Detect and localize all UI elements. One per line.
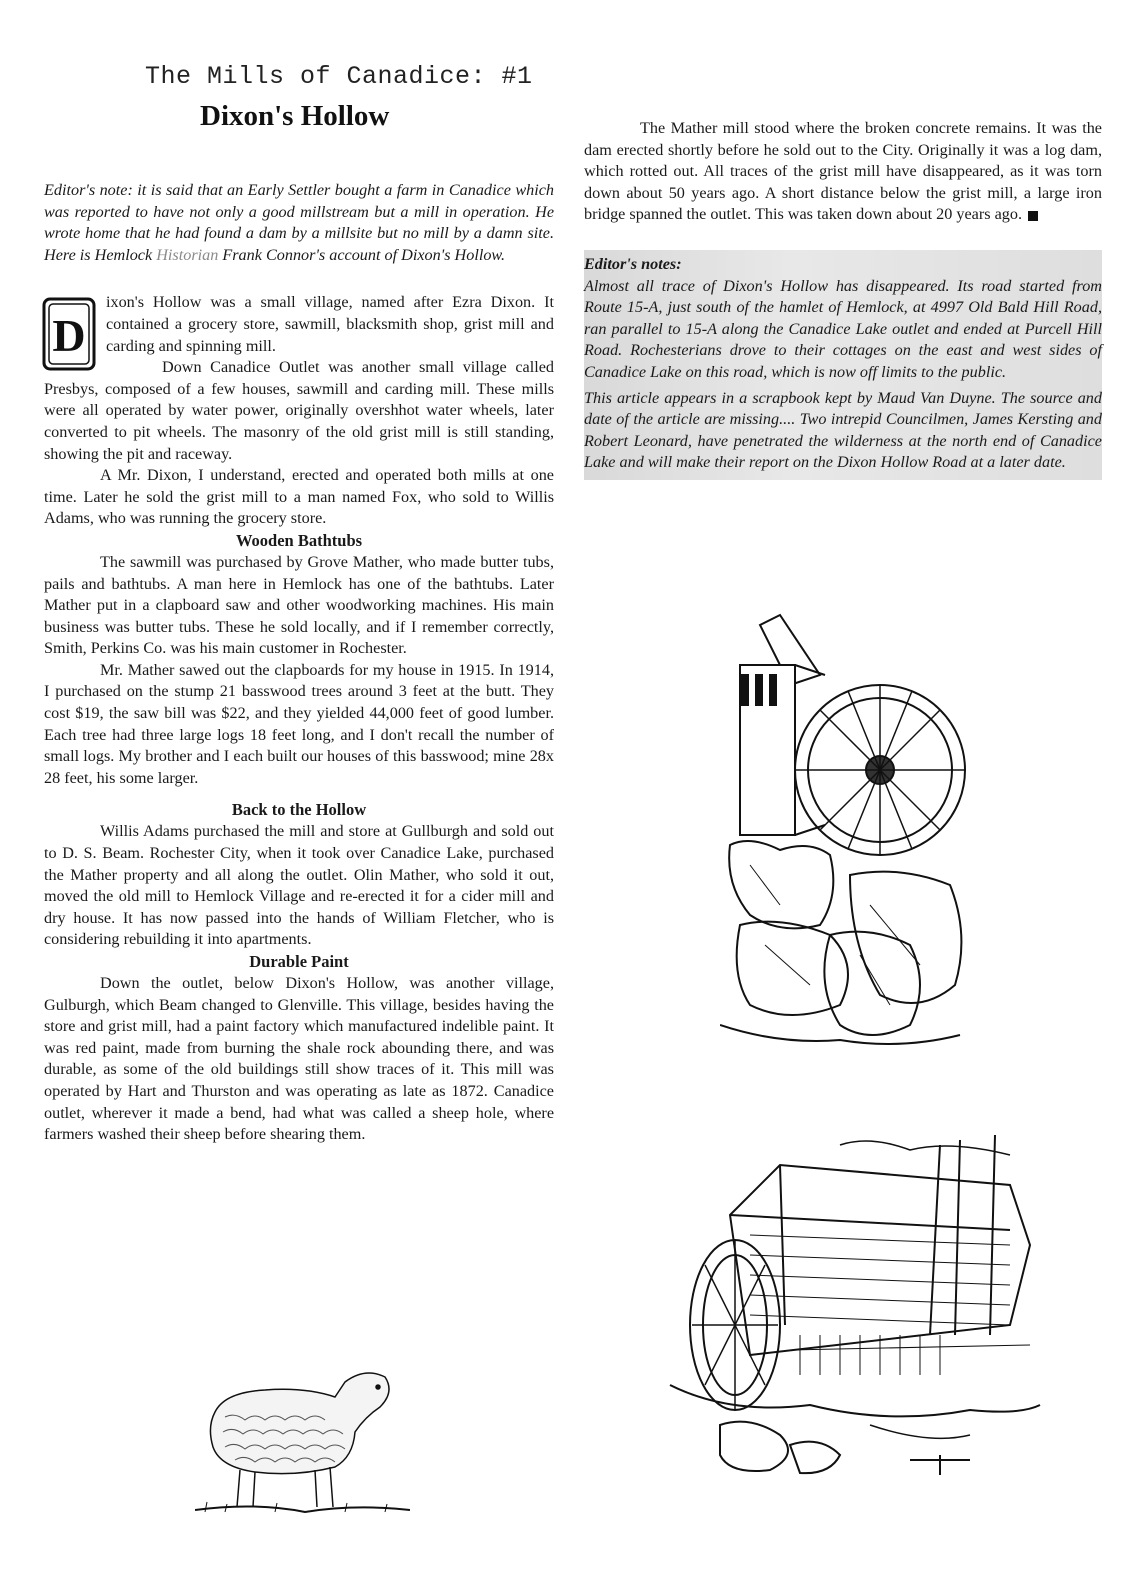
svg-text:D: D bbox=[52, 310, 86, 362]
left-column bbox=[44, 180, 554, 1146]
waterwheel-mill-illustration bbox=[720, 605, 980, 1060]
editors-note-2: This article appears in a scrapbook kept by Maud Van Duyne. The source and date of the article are missing.... Two intrepid Councilmen, James Kersting and Robert Leonard, have penetrated the wilderness at the north end of Canadice Lake and will make their report on the Dixon Hollow Road at a later date. bbox=[584, 388, 1102, 472]
editors-note-1: Almost all trace of Dixon's Hollow has disappeared. Its road started from Route 15-A, just south of the hamlet of Hemlock, at 4997 Old Bald Hill Road, ran parallel to 15-A along the Canadice Lake outlet and ended at Purcell Hill Road. Rochesterians drove to their cottages on the east and west sides of Canadice Lake on this road, which is now off limits to the public. bbox=[584, 276, 1102, 381]
editor-note-text-a: Editor's note: it is said that an Early Settler bought a farm in Canadice which was reported to have not only a good millstream but a mill in operation. He wrote home that he had found a dam by a millsite but no mill by a damn site. Here is Hemlock bbox=[44, 181, 554, 264]
series-title: The Mills of Canadice: #1 bbox=[145, 62, 533, 91]
paragraph-7: Down the outlet, below Dixon's Hollow, was another village, Gulburgh, which Beam changed to Glenville. This village, besides having the store and grist mill, had a paint factory which manufactured indelible paint. It was red paint, made from burning the shale rock abounding there, and was durable, as some of the old buildings still show traces of it. This mill was operated by Hart and Thurston and was operating as late as 1872. Canadice outlet, wherever it made a bend, had what was called a sheep hole, where farmers washed their sheep before shearing them. bbox=[44, 974, 554, 1144]
article-title: Dixon's Hollow bbox=[200, 100, 390, 132]
paragraph-8 bbox=[584, 118, 1102, 226]
paragraph-2: Down Canadice Outlet was another small village called Presbys, composed of a few houses, sawmill and carding mill. These mills were all operated by water power, originally overshhot water wheels, later converted to pit wheels. The masonry of the old grist mill is still standing, showing the pit and raceway. bbox=[44, 358, 554, 463]
editors-notes-box bbox=[584, 250, 1102, 480]
paragraph-5: Mr. Mather sawed out the clapboards for my house in 1915. In 1914, I purchased on the stump 21 basswood trees around 3 feet at the butt. They cost $19, the saw bill was $22, and they yielded 44,000 feet of good lumber. Each tree had three large logs 18 feet long, and I don't recall the number of small logs. My brother and I each built our houses of this basswood; mine 28x 28 feet, his some larger. bbox=[44, 660, 554, 787]
paragraph-1: ixon's Hollow was a small village, named after Ezra Dixon. It contained a grocery store, sawmill, blacksmith shop, grist mill and carding and spinning mill. bbox=[106, 293, 554, 355]
paragraph-8-text: The Mather mill stood where the broken concrete remains. It was the dam erected shortly before he sold out to the City. Originally it was a log dam, which rotted out. All traces of the grist mill have disappeared, as it was torn down about 50 years ago. A short distance below the grist mill, a large iron bridge spanned the outlet. This was taken down about 20 years ago. bbox=[584, 119, 1102, 224]
editor-note-faded-word: Historian bbox=[156, 245, 219, 264]
right-column bbox=[584, 118, 1102, 480]
paragraph-3: A Mr. Dixon, I understand, erected and operated both mills at one time. Later he sold the grist mill to a man named Fox, who sold to Willis Adams, who was running the grocery store. bbox=[44, 466, 554, 528]
drop-cap-letter bbox=[40, 294, 98, 374]
end-of-article-mark bbox=[1028, 211, 1038, 221]
article-opening bbox=[44, 292, 554, 530]
editor-note-text-b: Frank Connor's account of Dixon's Hollow. bbox=[218, 245, 506, 264]
mill-building-illustration bbox=[610, 1125, 1050, 1490]
subheading-durable-paint: Durable Paint bbox=[249, 952, 349, 971]
subheading-back-to-hollow: Back to the Hollow bbox=[231, 800, 367, 820]
sheep-illustration bbox=[195, 1362, 410, 1522]
editors-notes-heading: Editor's notes: bbox=[584, 254, 682, 273]
paragraph-6: Willis Adams purchased the mill and store at Gullburgh and sold out to D. S. Beam. Rochester City, when it took over Canadice Lake, purchased the Mather property and all along the outlet. Olin Mather, who sold it out, moved the old mill to Hemlock Village and re-erected it for a cider mill and dry house. It has now passed into the hands of William Fletcher, who is considering rebuilding it into apartments. bbox=[44, 822, 554, 949]
editor-note-intro bbox=[44, 180, 554, 266]
subheading-wooden-bathtubs: Wooden Bathtubs bbox=[235, 530, 363, 550]
paragraph-4: The sawmill was purchased by Grove Mather, who made butter tubs, pails and bathtubs. A man here in Hemlock has one of the bathtubs. Later Mather put in a clapboard saw and other woodworking machines. His main business was butter tubs. These he sold locally, and if I remember correctly, Smith, Perkins Co. was his main customer in Rochester. bbox=[44, 552, 554, 658]
